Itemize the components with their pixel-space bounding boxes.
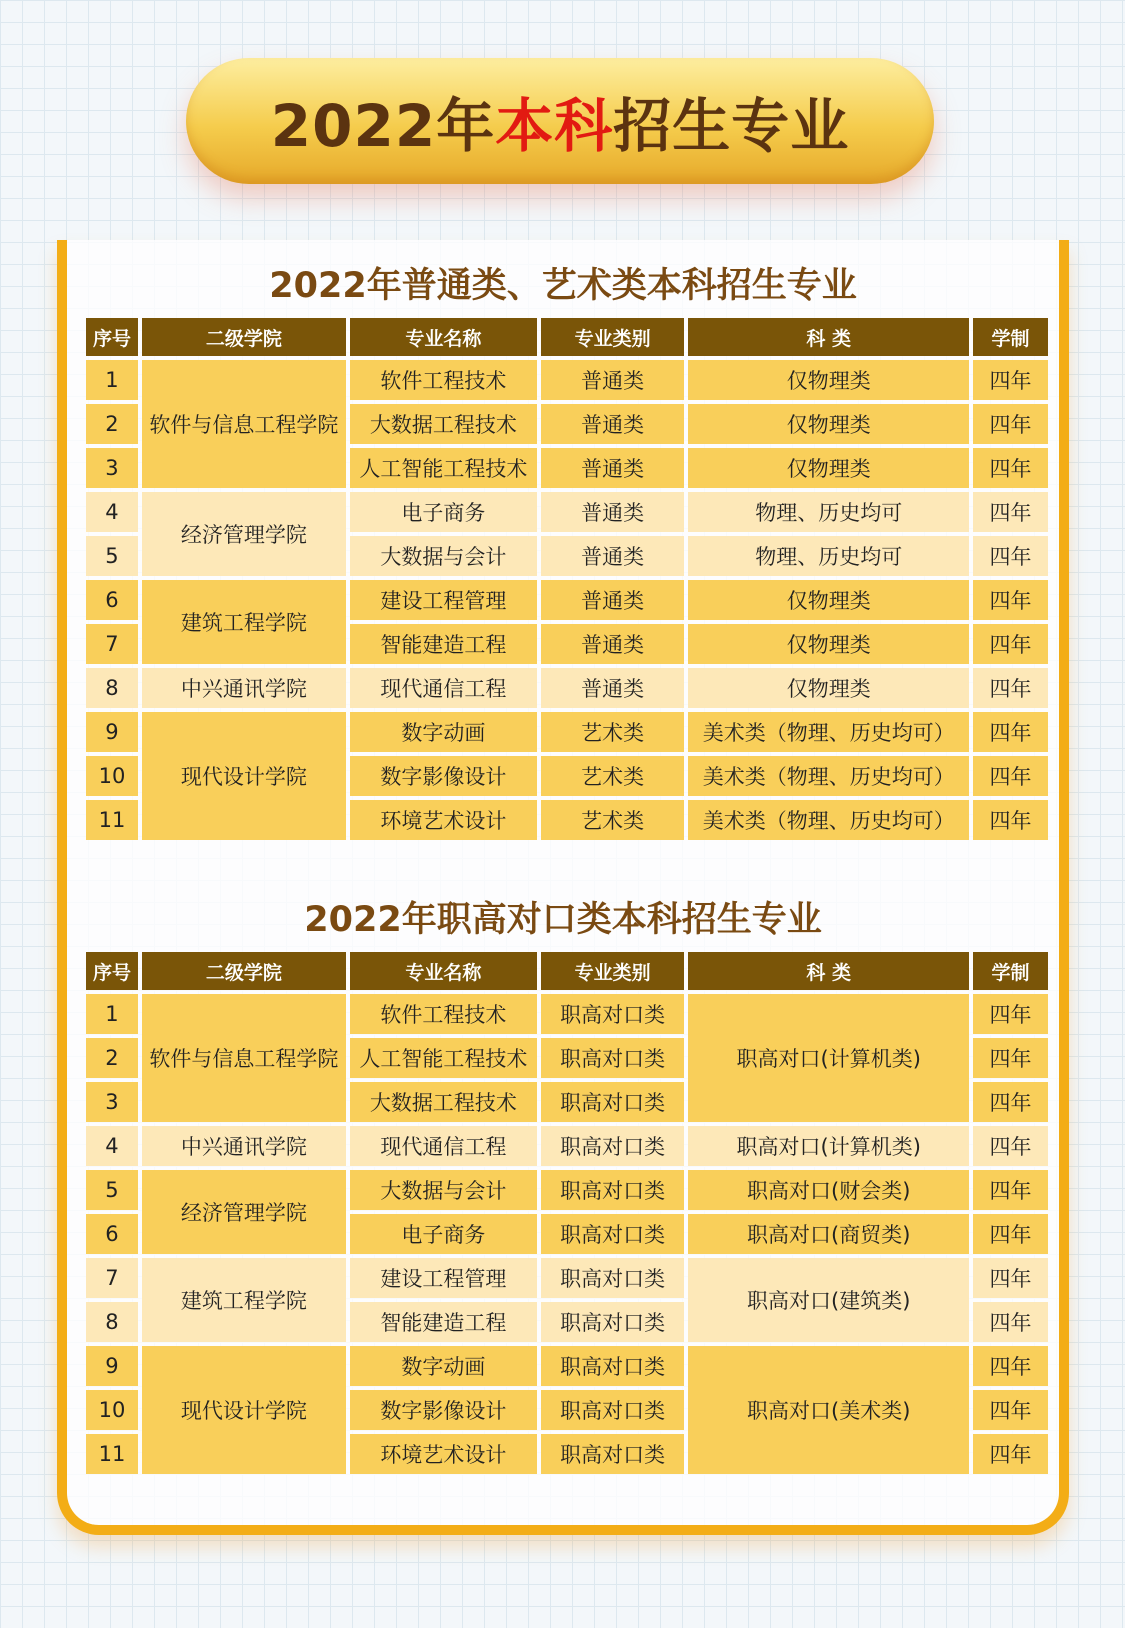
category-cell: 职高对口类 [541,1082,684,1122]
table-vocational [82,948,1052,1478]
subject-cell: 职高对口(商贸类) [688,1214,969,1254]
major-cell: 数字影像设计 [350,1390,537,1430]
duration-cell: 四年 [973,1258,1048,1298]
category-cell: 普通类 [541,492,684,532]
subject-cell: 仅物理类 [688,668,969,708]
subject-cell: 职高对口(建筑类) [688,1258,969,1342]
major-cell: 环境艺术设计 [350,800,537,840]
row-number: 6 [86,1214,138,1254]
header-college: 二级学院 [142,952,346,990]
duration-cell: 四年 [973,360,1048,400]
category-cell: 普通类 [541,536,684,576]
table-header-row [86,318,1048,356]
header-no: 序号 [86,318,138,356]
category-cell: 艺术类 [541,800,684,840]
major-cell: 大数据与会计 [350,1170,537,1210]
category-cell: 职高对口类 [541,1170,684,1210]
category-cell: 普通类 [541,404,684,444]
category-cell: 艺术类 [541,756,684,796]
college-cell: 经济管理学院 [142,1170,346,1254]
duration-cell: 四年 [973,1038,1048,1078]
category-cell: 普通类 [541,580,684,620]
row-number: 3 [86,448,138,488]
subject-cell: 仅物理类 [688,580,969,620]
category-cell: 普通类 [541,624,684,664]
header-duration: 学制 [973,318,1048,356]
row-number: 8 [86,1302,138,1342]
major-cell: 人工智能工程技术 [350,448,537,488]
header-category: 专业类别 [541,952,684,990]
major-cell: 现代通信工程 [350,1126,537,1166]
duration-cell: 四年 [973,1346,1048,1386]
major-cell: 大数据工程技术 [350,404,537,444]
major-cell: 数字影像设计 [350,756,537,796]
banner-highlight: 本科 [495,92,614,160]
subject-cell: 物理、历史均可 [688,492,969,532]
major-cell: 建设工程管理 [350,580,537,620]
row-number: 11 [86,800,138,840]
header-college: 二级学院 [142,318,346,356]
college-cell: 软件与信息工程学院 [142,994,346,1122]
duration-cell: 四年 [973,1170,1048,1210]
subject-cell: 仅物理类 [688,360,969,400]
college-cell: 现代设计学院 [142,712,346,840]
row-number: 5 [86,1170,138,1210]
row-number: 1 [86,360,138,400]
row-number: 10 [86,1390,138,1430]
banner-suffix: 招生专业 [613,92,850,160]
table-row [86,1170,1048,1210]
subject-cell: 物理、历史均可 [688,536,969,576]
duration-cell: 四年 [973,580,1048,620]
category-cell: 职高对口类 [541,1346,684,1386]
subject-cell: 美术类（物理、历史均可） [688,800,969,840]
duration-cell: 四年 [973,536,1048,576]
major-cell: 大数据工程技术 [350,1082,537,1122]
table-row [86,1126,1048,1166]
college-cell: 现代设计学院 [142,1346,346,1474]
duration-cell: 四年 [973,994,1048,1034]
subject-cell: 职高对口(财会类) [688,1170,969,1210]
major-cell: 大数据与会计 [350,536,537,576]
duration-cell: 四年 [973,1434,1048,1474]
category-cell: 职高对口类 [541,994,684,1034]
college-cell: 建筑工程学院 [142,580,346,664]
row-number: 9 [86,1346,138,1386]
category-cell: 职高对口类 [541,1214,684,1254]
row-number: 4 [86,1126,138,1166]
duration-cell: 四年 [973,1390,1048,1430]
duration-cell: 四年 [973,668,1048,708]
row-number: 11 [86,1434,138,1474]
duration-cell: 四年 [973,712,1048,752]
table-row [86,492,1048,532]
row-number: 7 [86,1258,138,1298]
subject-cell: 美术类（物理、历史均可） [688,756,969,796]
row-number: 3 [86,1082,138,1122]
duration-cell: 四年 [973,1214,1048,1254]
category-cell: 艺术类 [541,712,684,752]
major-cell: 电子商务 [350,492,537,532]
college-cell: 软件与信息工程学院 [142,360,346,488]
row-number: 2 [86,1038,138,1078]
college-cell: 中兴通讯学院 [142,668,346,708]
category-cell: 职高对口类 [541,1390,684,1430]
header-major: 专业名称 [350,318,537,356]
major-cell: 智能建造工程 [350,1302,537,1342]
college-cell: 经济管理学院 [142,492,346,576]
table-row [86,360,1048,400]
subject-cell: 仅物理类 [688,448,969,488]
row-number: 10 [86,756,138,796]
category-cell: 普通类 [541,448,684,488]
college-cell: 建筑工程学院 [142,1258,346,1342]
major-cell: 人工智能工程技术 [350,1038,537,1078]
major-cell: 现代通信工程 [350,668,537,708]
category-cell: 职高对口类 [541,1302,684,1342]
category-cell: 普通类 [541,668,684,708]
banner-prefix: 2022年 [270,92,496,160]
category-cell: 职高对口类 [541,1258,684,1298]
duration-cell: 四年 [973,756,1048,796]
major-cell: 数字动画 [350,712,537,752]
major-cell: 环境艺术设计 [350,1434,537,1474]
header-category: 专业类别 [541,318,684,356]
header-subject: 科 类 [688,952,969,990]
major-cell: 数字动画 [350,1346,537,1386]
category-cell: 职高对口类 [541,1038,684,1078]
major-cell: 电子商务 [350,1214,537,1254]
table2-title: 2022年职高对口类本科招生专业 [304,900,822,940]
subject-cell: 职高对口(美术类) [688,1346,969,1474]
major-cell: 建设工程管理 [350,1258,537,1298]
row-number: 2 [86,404,138,444]
header-no: 序号 [86,952,138,990]
duration-cell: 四年 [973,404,1048,444]
duration-cell: 四年 [973,1126,1048,1166]
subject-cell: 仅物理类 [688,404,969,444]
row-number: 5 [86,536,138,576]
duration-cell: 四年 [973,1082,1048,1122]
row-number: 9 [86,712,138,752]
row-number: 7 [86,624,138,664]
table-row [86,712,1048,752]
category-cell: 普通类 [541,360,684,400]
header-subject: 科 类 [688,318,969,356]
table1-title: 2022年普通类、艺术类本科招生专业 [269,266,857,306]
duration-cell: 四年 [973,624,1048,664]
row-number: 4 [86,492,138,532]
duration-cell: 四年 [973,492,1048,532]
table-general-art [82,314,1052,844]
row-number: 1 [86,994,138,1034]
college-cell: 中兴通讯学院 [142,1126,346,1166]
main-title-banner [186,58,934,184]
row-number: 8 [86,668,138,708]
duration-cell: 四年 [973,800,1048,840]
table-header-row [86,952,1048,990]
major-cell: 软件工程技术 [350,994,537,1034]
duration-cell: 四年 [973,1302,1048,1342]
subject-cell: 美术类（物理、历史均可） [688,712,969,752]
header-duration: 学制 [973,952,1048,990]
subject-cell: 职高对口(计算机类) [688,1126,969,1166]
table-row [86,580,1048,620]
table-row [86,1346,1048,1386]
row-number: 6 [86,580,138,620]
duration-cell: 四年 [973,448,1048,488]
table-row [86,668,1048,708]
header-major: 专业名称 [350,952,537,990]
subject-cell: 仅物理类 [688,624,969,664]
major-cell: 软件工程技术 [350,360,537,400]
category-cell: 职高对口类 [541,1434,684,1474]
table-row [86,1258,1048,1298]
table-row [86,994,1048,1034]
major-cell: 智能建造工程 [350,624,537,664]
subject-cell: 职高对口(计算机类) [688,994,969,1122]
category-cell: 职高对口类 [541,1126,684,1166]
